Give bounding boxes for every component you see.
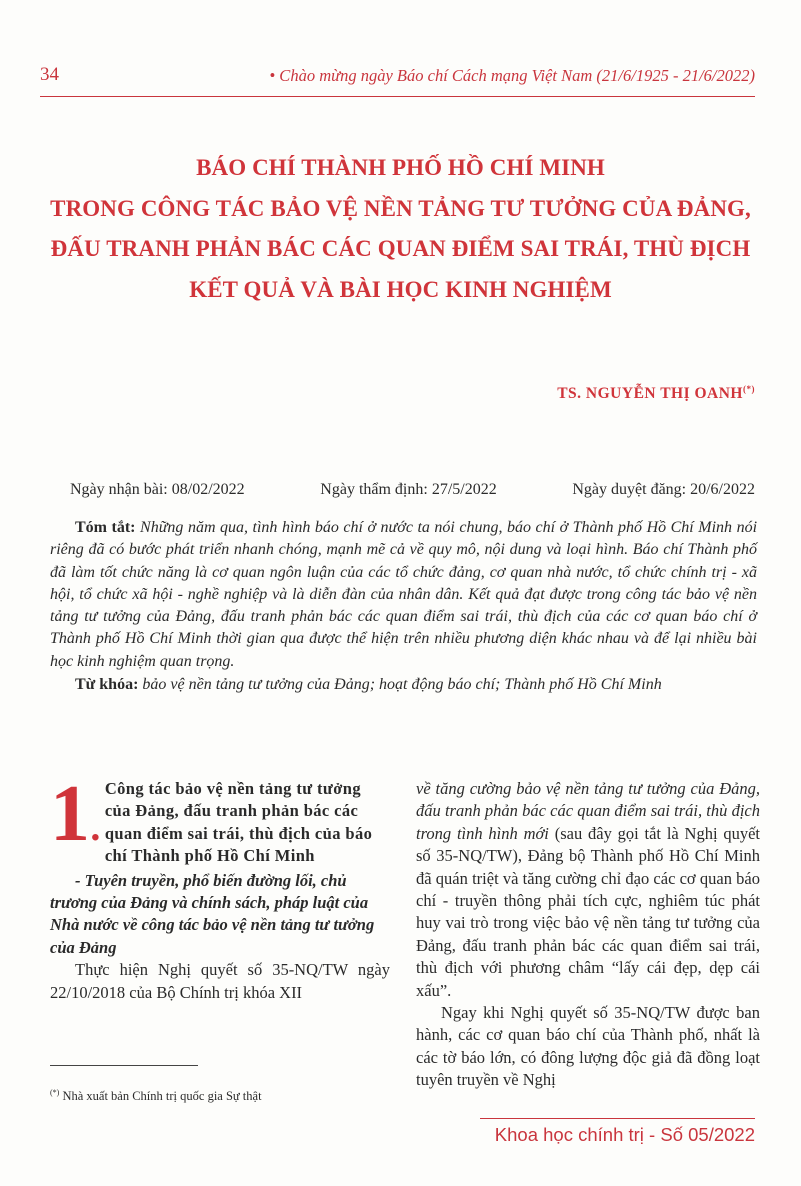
abstract-text: Tóm tắt: Những năm qua, tình hình báo chí ở nước ta nói chung, báo chí ở Thành phố Hồ Chí Minh nói riêng đã có bước phát triển nhanh chóng, mạnh mẽ cả về quy mô, nội dung và loại hình. Báo chí Thành phố đã làm tốt chức năng là cơ quan ngôn luận của các tổ chức đảng, cơ quan nhà nước, tổ chức chính trị - xã hội, tổ chức xã hội - nghề nghiệp và là diễn đàn của nhân dân. Kết quả đạt được trong công tác bảo vệ nền tảng tư tưởng của Đảng, đấu tranh phản bác các quan điểm sai trái, thù địch của các cơ quan báo chí ở Thành phố Hồ Chí Minh thời gian qua được thể hiện trên nhiều phương diện khác nhau và để lại nhiều bài học kinh nghiệm quan trọng. [50, 519, 758, 670]
title-line: ĐẤU TRANH PHẢN BÁC CÁC QUAN ĐIỂM SAI TRÁI, THÙ ĐỊCH [50, 236, 751, 261]
abstract [50, 517, 757, 696]
author-byline [557, 384, 755, 403]
title-line: KẾT QUẢ VÀ BÀI HỌC KINH NGHIỆM [189, 276, 612, 302]
footer-divider [480, 1118, 755, 1119]
footnote-text: Nhà xuất bản Chính trị quốc gia Sự thật [59, 1089, 262, 1104]
page-header [40, 64, 755, 88]
body-paragraph-continued: về tăng cường bảo vệ nền tảng tư tưởng của Đảng, đấu tranh phản bác các quan điểm sai trái, thù địch trong tình hình mới (sau đây gọi tắt là Nghị quyết số 35-NQ/TW), Đảng bộ Thành phố Hồ Chí Minh đã quán triệt và tăng cường chỉ đạo các cơ quan báo chí - truyền thông phải tích cực, nghiêm túc phát huy vai trò trong việc bảo vệ nền tảng tư tưởng của Đảng, đấu tranh phản bác các quan điểm sai trái, thù địch với phương châm “lấy cái đẹp, dẹp cái xấu”. [416, 779, 760, 1000]
author-footnote-marker: (*) [743, 384, 755, 394]
abstract-label: Tóm tắt: [75, 519, 136, 536]
footnote-divider [50, 1065, 198, 1066]
footnote [50, 1088, 262, 1104]
page-number: 34 [40, 64, 59, 85]
reviewed-date: Ngày thẩm định: 27/5/2022 [320, 481, 497, 498]
body-paragraph: Thực hiện Nghị quyết số 35-NQ/TW ngày 22/10/2018 của Bộ Chính trị khóa XII [50, 960, 390, 1002]
section-heading [50, 770, 390, 868]
received-date: Ngày nhận bài: 08/02/2022 [70, 481, 245, 498]
title-line: BÁO CHÍ THÀNH PHỐ HỒ CHÍ MINH [196, 155, 605, 180]
subsection-heading: - Tuyên truyền, phổ biến đường lối, chủ trương của Đảng và chính sách, pháp luật của Nhà nước về công tác bảo vệ nền tảng tư tưởng của Đảng [50, 870, 375, 957]
keywords: Từ khóa: bảo vệ nền tảng tư tưởng của Đảng; hoạt động báo chí; Thành phố Hồ Chí Minh [75, 676, 662, 694]
author-name: TS. NGUYỄN THỊ OANH [557, 385, 743, 403]
article-title [30, 148, 771, 310]
left-column [50, 770, 390, 1004]
body-paragraph: Ngay khi Nghị quyết số 35-NQ/TW được ban hành, các cơ quan báo chí của Thành phố, nhất là các tờ báo lớn, có đông lượng độc giả đã đồng loạt tuyên truyền về Nghị [416, 1003, 760, 1090]
section-number-dropcap: 1. [50, 770, 101, 858]
header-divider [40, 96, 755, 97]
running-head: • Chào mừng ngày Báo chí Cách mạng Việt Nam (21/6/1925 - 21/6/2022) [269, 66, 755, 85]
section-heading-text: Công tác bảo vệ nền tảng tư tưởng của Đảng, đấu tranh phản bác các quan điểm sai trái, thù địch của báo chí Thành phố Hồ Chí Minh [104, 779, 373, 866]
title-line: TRONG CÔNG TÁC BẢO VỆ NỀN TẢNG TƯ TƯỞNG CỦA ĐẢNG, [50, 195, 751, 221]
right-column [416, 778, 760, 1092]
article-dates [70, 481, 755, 499]
keywords-label: Từ khóa: [75, 676, 139, 694]
journal-footer: Khoa học chính trị - Số 05/2022 [494, 1124, 755, 1145]
footnote-marker: (*) [50, 1088, 60, 1097]
approved-date: Ngày duyệt đăng: 20/6/2022 [572, 481, 755, 498]
